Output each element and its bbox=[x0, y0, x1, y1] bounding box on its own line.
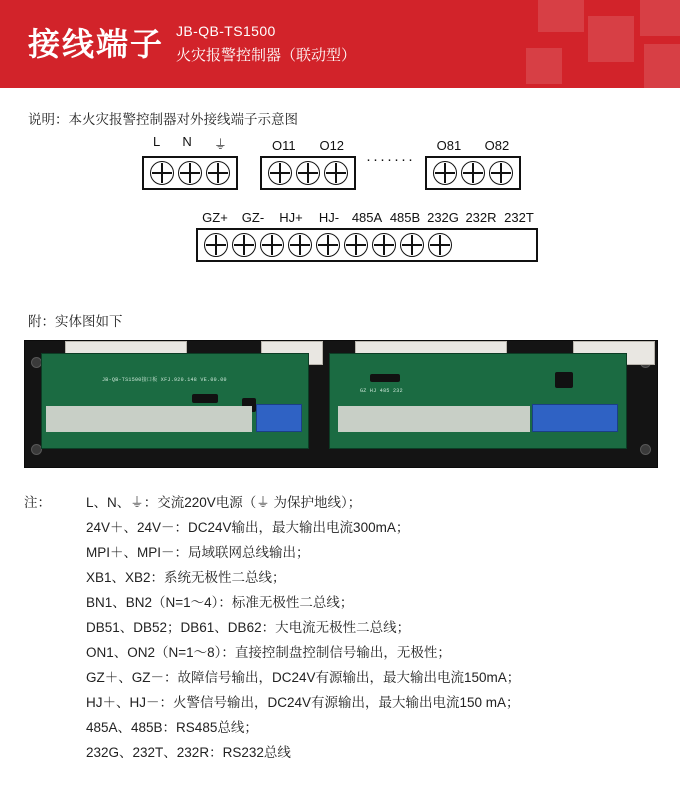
terminal-screw bbox=[372, 233, 396, 257]
terminal-label: 485A bbox=[351, 210, 383, 225]
terminal-group-o11-o12 bbox=[260, 138, 356, 190]
diagram-ellipsis: ······· bbox=[366, 150, 415, 168]
pcb-left bbox=[41, 353, 309, 449]
terminal-screw bbox=[489, 161, 513, 185]
terminal-label: L bbox=[153, 134, 161, 149]
note-item: 232G、232T、232R：RS232总线 bbox=[86, 745, 291, 760]
product-description: 火灾报警控制器（联动型） bbox=[176, 46, 357, 64]
terminal-label: 485B bbox=[389, 210, 421, 225]
terminal-screw bbox=[288, 233, 312, 257]
terminal-block bbox=[196, 228, 538, 262]
terminal-label: 232G bbox=[427, 210, 459, 225]
terminal-screw bbox=[428, 233, 452, 257]
terminal-label: GZ- bbox=[241, 210, 265, 225]
terminal-group-signal bbox=[196, 210, 538, 262]
terminal-group-o81-labels bbox=[425, 138, 521, 153]
terminal-label: 232R bbox=[465, 210, 497, 225]
note-item: ON1、ON2（N=1～8）：直接控制盘控制信号输出，无极性； bbox=[86, 645, 451, 660]
terminal-screw bbox=[268, 161, 292, 185]
terminal-row-2 bbox=[196, 210, 656, 262]
terminal-group-o81-o82 bbox=[425, 138, 521, 190]
terminal-screw bbox=[206, 161, 230, 185]
terminal-screw bbox=[316, 233, 340, 257]
pcb-silkscreen-text: JB-QB-TS1500接口板 XFJ.920.148 VE.00.00 bbox=[102, 377, 227, 383]
page-header bbox=[0, 0, 680, 88]
terminal-group-o11-labels bbox=[260, 138, 356, 153]
terminal-label: O12 bbox=[319, 138, 345, 153]
page-title: 接线端子 bbox=[28, 26, 165, 62]
note-item: HJ＋、HJ－：火警信号输出，DC24V有源输出，最大输出电流150 mA； bbox=[86, 695, 520, 710]
note-item: 485A、485B：RS485总线； bbox=[86, 720, 258, 735]
terminal-label: N bbox=[182, 134, 192, 149]
terminal-strip bbox=[338, 406, 530, 432]
terminal-diagram bbox=[24, 134, 656, 284]
terminal-screw bbox=[400, 233, 424, 257]
note-item: BN1、BN2（N=1～4）：标准无极性二总线； bbox=[86, 595, 354, 610]
terminal-label: GZ+ bbox=[202, 210, 228, 225]
terminal-strip bbox=[46, 406, 252, 432]
terminal-block bbox=[142, 156, 238, 190]
terminal-label: ⏚ bbox=[213, 137, 227, 152]
note-item: DB51、DB52；DB61、DB62：大电流无极性二总线； bbox=[86, 620, 411, 635]
terminal-screw bbox=[232, 233, 256, 257]
blue-connector bbox=[532, 404, 618, 432]
terminal-screw bbox=[344, 233, 368, 257]
terminal-group-power-labels bbox=[142, 134, 238, 153]
terminal-group-power bbox=[142, 134, 238, 190]
terminal-screw bbox=[204, 233, 228, 257]
note-item: 24V＋、24V－：DC24V输出，最大输出电流300mA； bbox=[86, 520, 410, 535]
screw-hole bbox=[640, 444, 651, 455]
blue-connector bbox=[256, 404, 302, 432]
terminal-label: O82 bbox=[484, 138, 510, 153]
terminal-row-1 bbox=[142, 134, 656, 190]
terminal-label: O81 bbox=[436, 138, 462, 153]
terminal-label: O11 bbox=[271, 138, 296, 153]
board-photo bbox=[24, 340, 658, 468]
terminal-block bbox=[260, 156, 356, 190]
pcb-silkscreen-text: GZ HJ 485 232 bbox=[360, 388, 403, 394]
pcb-chip bbox=[370, 374, 400, 382]
notes-section bbox=[24, 490, 656, 765]
notes-list bbox=[86, 490, 520, 765]
terminal-screw bbox=[178, 161, 202, 185]
note-item: MPI＋、MPI－：局域联网总线输出； bbox=[86, 545, 310, 560]
terminal-group-signal-labels bbox=[196, 210, 538, 225]
terminal-screw bbox=[461, 161, 485, 185]
notes-label: 注： bbox=[24, 495, 51, 510]
note-item: L、N、⏚：交流220V电源（⏚ 为保护地线）； bbox=[86, 495, 362, 510]
terminal-label: HJ- bbox=[318, 210, 340, 225]
terminal-screw bbox=[433, 161, 457, 185]
terminal-screw bbox=[324, 161, 348, 185]
page-bottom-spacer bbox=[24, 765, 656, 791]
terminal-label: HJ+ bbox=[279, 210, 303, 225]
terminal-screw bbox=[296, 161, 320, 185]
diagram-note: 说明：本火灾报警控制器对外接线端子示意图 bbox=[28, 112, 298, 127]
terminal-screw bbox=[260, 233, 284, 257]
terminal-block bbox=[425, 156, 521, 190]
pcb-chip bbox=[192, 394, 218, 403]
pcb-chip bbox=[555, 372, 573, 388]
pcb-right bbox=[329, 353, 627, 449]
product-model: JB-QB-TS1500 bbox=[176, 23, 276, 40]
photo-caption: 附：实体图如下 bbox=[28, 314, 123, 329]
note-item: XB1、XB2：系统无极性二总线； bbox=[86, 570, 286, 585]
terminal-label: 232T bbox=[504, 210, 534, 225]
note-item: GZ＋、GZ－：故障信号输出，DC24V有源输出，最大输出电流150mA； bbox=[86, 670, 521, 685]
terminal-screw bbox=[150, 161, 174, 185]
